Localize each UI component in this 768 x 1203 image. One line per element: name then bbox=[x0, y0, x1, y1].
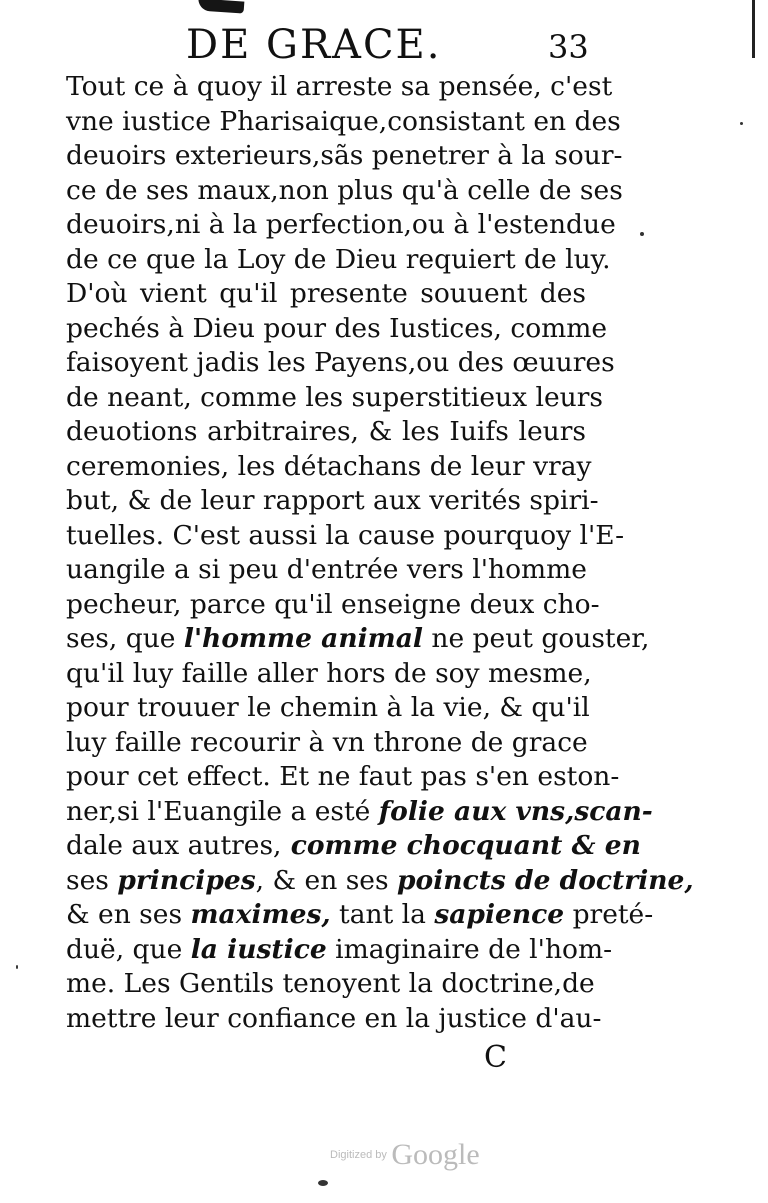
text-segment: me. Les Gentils tenoyent la doctrine,de bbox=[66, 968, 595, 999]
text-line bbox=[66, 898, 654, 933]
text-segment: ne peut gouster, bbox=[422, 623, 650, 654]
text-segment: pechés à Dieu pour des Iustices, comme bbox=[66, 312, 608, 344]
text-segment: deuoirs,ni à la perfection,ou à l'estendue bbox=[66, 209, 616, 240]
signature-mark: C bbox=[484, 1040, 507, 1075]
text-segment: ner,si l'Euangile a esté bbox=[66, 795, 379, 827]
ink-speck bbox=[318, 1180, 328, 1186]
italic-phrase: maximes, bbox=[190, 899, 331, 930]
text-line bbox=[66, 70, 613, 105]
text-line bbox=[66, 208, 616, 243]
text-line bbox=[66, 795, 653, 830]
text-segment: but, & de leur rapport aux verités spiri- bbox=[66, 485, 599, 516]
text-line bbox=[66, 760, 620, 795]
text-line bbox=[66, 105, 621, 140]
text-segment: ceremonies, les détachans de leur vray bbox=[66, 450, 592, 482]
text-segment: faisoyent jadis les Payens,ou des œuures bbox=[66, 347, 615, 378]
text-segment: deuoirs exterieurs,sãs penetrer à la sour- bbox=[66, 140, 623, 171]
text-line bbox=[66, 588, 600, 623]
text-segment: deuotions arbitraires, & les Iuifs leurs bbox=[66, 416, 586, 447]
text-segment: tuelles. C'est aussi la cause pourquoy l'E- bbox=[66, 519, 625, 551]
text-segment: , & en ses bbox=[255, 864, 397, 896]
text-line bbox=[66, 726, 586, 761]
text-segment: preté- bbox=[564, 899, 654, 930]
text-line bbox=[66, 1002, 602, 1037]
text-line bbox=[66, 622, 650, 657]
text-segment: dale aux autres, bbox=[66, 830, 282, 861]
text-line bbox=[66, 553, 586, 588]
page-header bbox=[0, 22, 768, 72]
text-segment: pecheur, parce qu'il enseigne deux cho- bbox=[66, 588, 600, 620]
text-line bbox=[66, 346, 615, 381]
text-line bbox=[66, 829, 641, 864]
text-segment: pour trouuer le chemin à la vie, & qu'il bbox=[66, 692, 590, 723]
text-line bbox=[66, 864, 694, 899]
text-line bbox=[66, 450, 592, 485]
page-number: 33 bbox=[548, 28, 589, 66]
italic-phrase: folie aux vns,scan- bbox=[378, 795, 653, 827]
text-line bbox=[66, 484, 599, 519]
ink-speck bbox=[640, 232, 644, 236]
text-segment: uangile a si peu d'entrée vers l'homme bbox=[66, 554, 587, 585]
text-segment: tant la bbox=[330, 899, 435, 930]
text-segment: Tout ce à quoy il arreste sa pensée, c'est bbox=[66, 71, 613, 102]
text-line bbox=[66, 657, 592, 692]
text-segment: mettre leur confiance en la justice d'au- bbox=[66, 1002, 602, 1034]
text-segment: de ce que la Loy de Dieu requiert de luy. bbox=[66, 243, 611, 275]
text-segment: pour cet effect. Et ne faut pas s'en eston- bbox=[66, 761, 620, 792]
text-line bbox=[66, 519, 625, 554]
text-line bbox=[66, 277, 586, 312]
text-line bbox=[66, 243, 611, 278]
italic-phrase: la iustice bbox=[190, 933, 327, 965]
text-line bbox=[66, 691, 590, 726]
text-segment: ses bbox=[66, 864, 118, 896]
text-line bbox=[66, 967, 595, 1002]
ink-speck bbox=[740, 122, 743, 125]
text-segment: de neant, comme les superstitieux leurs bbox=[66, 381, 603, 413]
text-segment: luy faille recourir à vn throne de grace bbox=[66, 726, 588, 758]
text-segment: qu'il luy faille aller hors de soy mesme, bbox=[66, 657, 592, 689]
text-segment: D'où vient qu'il presente souuent des bbox=[66, 278, 586, 309]
text-segment: & en ses bbox=[66, 899, 191, 930]
italic-phrase: l'homme animal bbox=[183, 623, 423, 654]
text-segment: imaginaire de l'hom- bbox=[326, 933, 613, 965]
google-logo: Google bbox=[391, 1138, 480, 1171]
digitized-watermark bbox=[330, 1138, 480, 1172]
text-segment: vne iustice Pharisaique,consistant en des bbox=[66, 105, 621, 137]
text-segment: ses, que bbox=[66, 623, 184, 654]
running-title: DE GRACE. bbox=[186, 22, 442, 68]
text-line bbox=[66, 381, 603, 416]
italic-phrase: comme chocquant & en bbox=[281, 830, 641, 861]
italic-phrase: sapience bbox=[434, 899, 565, 930]
text-line bbox=[66, 312, 608, 347]
text-line bbox=[66, 933, 613, 968]
text-line bbox=[66, 415, 586, 450]
text-segment: duë, que bbox=[66, 933, 191, 965]
italic-phrase: principes bbox=[117, 864, 256, 896]
ink-blot bbox=[198, 0, 245, 14]
text-segment: ce de ses maux,non plus qu'à celle de ses bbox=[66, 174, 623, 206]
italic-phrase: poincts de doctrine, bbox=[397, 864, 694, 896]
text-line bbox=[66, 139, 623, 174]
ink-speck bbox=[16, 965, 18, 969]
watermark-small-text: Digitized by bbox=[330, 1149, 387, 1161]
body-text bbox=[66, 70, 694, 1036]
text-line bbox=[66, 174, 623, 209]
